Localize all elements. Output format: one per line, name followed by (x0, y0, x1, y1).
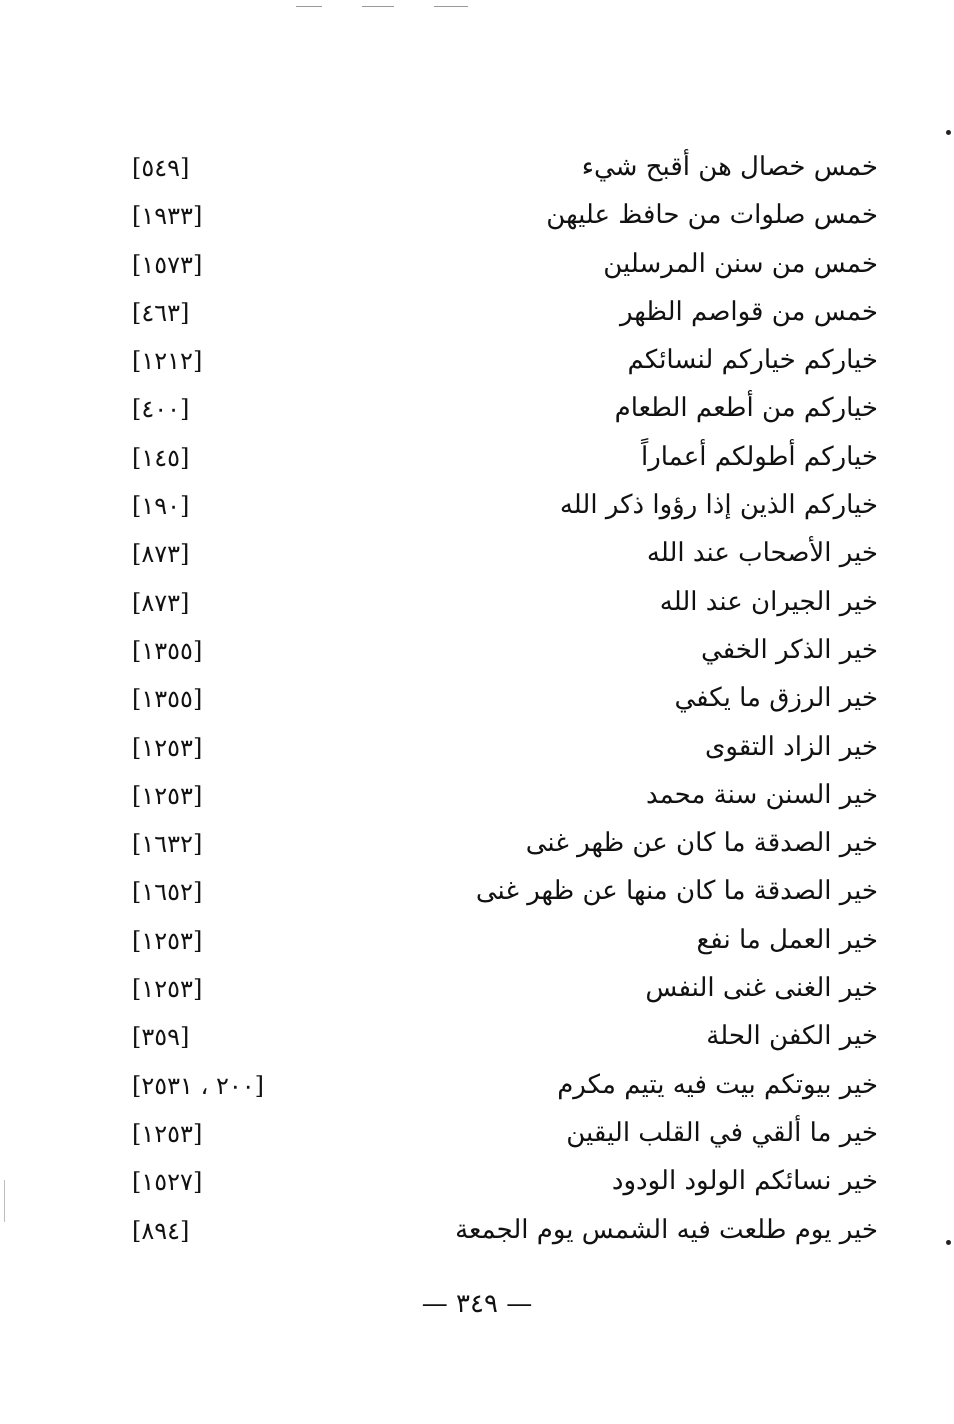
index-entry (0, 1208, 954, 1256)
entry-phrase: خياركم الذين إذا رؤوا ذكر الله (559, 490, 878, 521)
entry-reference: [١٩٠] (132, 492, 190, 521)
entry-phrase: خير الكفن الحلة (706, 1021, 878, 1052)
entry-reference: [٨٧٣] (132, 588, 190, 617)
entry-phrase: خير الصدقة ما كان منها عن ظهر غنى (475, 876, 878, 907)
entry-reference: [١٢٥٣] (132, 975, 203, 1004)
entry-phrase: خمس من قواصم الظهر (619, 296, 878, 327)
top-rule-1 (296, 6, 322, 7)
entry-reference: [١٦٣٢] (132, 830, 203, 859)
entry-phrase: خير الأصحاب عند الله (646, 538, 878, 569)
entry-phrase: خمس خصال هن أقبح شيء (581, 152, 878, 182)
entry-reference: [١٤٥] (132, 443, 190, 472)
entry-phrase: خير الغنى غنى النفس (645, 973, 878, 1004)
index-entry (0, 821, 954, 869)
entry-phrase: خياركم من أطعم الطعام (614, 393, 878, 424)
entry-reference: [٣٥٩] (132, 1023, 190, 1052)
entry-phrase: خياركم أطولكم أعماراً (640, 441, 878, 472)
entry-reference: [٤٦٣] (132, 298, 190, 327)
index-entry (0, 869, 954, 917)
entry-phrase: خير الزاد التقوى (704, 731, 878, 762)
index-entry (0, 242, 954, 290)
entry-reference: [١٣٥٥] (132, 685, 203, 714)
entry-reference: [٨٩٤] (132, 1216, 190, 1245)
index-entry (0, 1111, 954, 1159)
entry-reference: [٨٧٣] (132, 540, 190, 569)
entry-phrase: خياركم خياركم لنسائكم (627, 345, 878, 376)
entry-reference: [١٥٧٣] (132, 250, 203, 279)
index-entry (0, 1063, 954, 1111)
index-entry (0, 483, 954, 531)
entry-reference: [١٥٢٧] (132, 1168, 203, 1197)
index-entry (0, 1014, 954, 1062)
index-entry (0, 725, 954, 773)
index-entry (0, 918, 954, 966)
entry-reference: [١٢٥٣] (132, 781, 203, 810)
index-entry (0, 773, 954, 821)
entry-phrase: خير العمل ما نفع (696, 924, 878, 955)
entry-reference: [١٢٥٣] (132, 1119, 203, 1148)
entry-phrase: خير ما ألقي في القلب اليقين (566, 1117, 878, 1148)
entry-reference: [٢٠٠ ، ٢٥٣١] (132, 1071, 264, 1100)
entry-reference: [١٢٥٣] (132, 733, 203, 762)
entry-reference: [٥٤٩] (132, 154, 190, 182)
index-entry (0, 628, 954, 676)
top-rule-3 (434, 6, 468, 7)
page-number: — ٣٤٩ — (421, 1289, 533, 1319)
index-entry (0, 966, 954, 1014)
index-entry (0, 676, 954, 724)
index-entry (0, 145, 954, 193)
index-entry (0, 580, 954, 628)
entry-reference: [١٣٥٥] (132, 636, 203, 665)
entry-phrase: خير بيوتكم بيت فيه يتيم مكرم (557, 1069, 878, 1100)
entry-phrase: خير الصدقة ما كان عن ظهر غنى (525, 828, 878, 859)
entry-phrase: خمس من سنن المرسلين (603, 248, 878, 279)
entry-phrase: خير الرزق ما يكفي (674, 683, 878, 714)
entry-phrase: خمس صلوات من حافظ عليهن (546, 200, 878, 231)
entry-phrase: خير الجيران عند الله (659, 586, 878, 617)
entry-phrase: خير الذكر الخفي (700, 634, 878, 665)
entry-reference: [٤٠٠] (132, 395, 190, 424)
index-entry (0, 193, 954, 241)
index-list (0, 145, 954, 1256)
entry-reference: [١٩٣٣] (132, 202, 203, 231)
index-entry (0, 386, 954, 434)
entry-phrase: خير السنن سنة محمد (646, 779, 878, 810)
index-entry (0, 338, 954, 386)
entry-phrase: خير نسائكم الولود الودود (611, 1166, 878, 1197)
entry-reference: [١٢١٢] (132, 347, 203, 376)
entry-reference: [١٦٥٢] (132, 878, 203, 907)
index-entry (0, 435, 954, 483)
index-entry (0, 531, 954, 579)
entry-reference: [١٢٥٣] (132, 926, 203, 955)
entry-phrase: خير يوم طلعت فيه الشمس يوم الجمعة (455, 1214, 878, 1245)
margin-dot-top (946, 130, 951, 135)
index-entry (0, 1159, 954, 1207)
index-entry (0, 290, 954, 338)
top-rule-2 (362, 6, 394, 7)
